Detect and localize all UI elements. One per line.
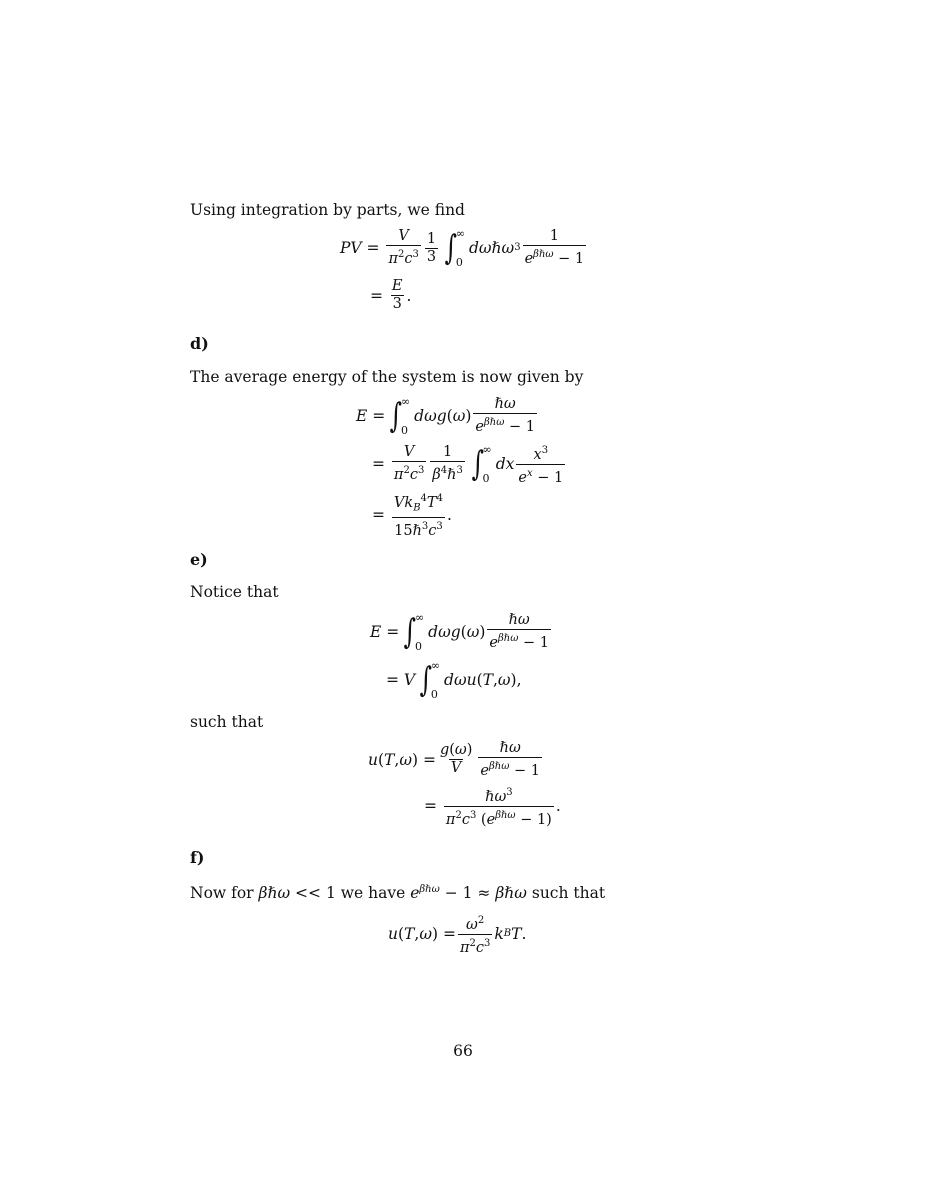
rayleigh-jeans-equation: u ( T , ω ) = $\frac{\omega^2}{\pi^2c^3}$ k B T .	[388, 915, 527, 956]
section-f-heading: f)	[190, 848, 205, 867]
intro-paragraph: Using integration by parts, we find	[190, 201, 465, 219]
section-d-heading: d)	[190, 334, 209, 353]
u-definition-equation: u ( T , ω ) = $\frac{g(\omega)}{V}$ $\frac{\text{ℏω}}{e^{\beta\hbar\omega} - 1}$ = $\frac{\hbar\omega^3}{\pi^2c^3 (e^{\beta\hbar\omega} - 1)}$ .	[368, 740, 561, 828]
section-e-paragraph-1: Notice that	[190, 583, 279, 601]
section-d-paragraph: The average energy of the system is now given by	[190, 368, 584, 386]
section-f-mid: we have	[340, 884, 406, 903]
section-e-heading: e)	[190, 550, 208, 569]
section-f-suffix: such that	[531, 884, 606, 903]
energy-density-equation: E = ∫ ∞ 0 dωg ( ω ) $\frac{\text{ℏω}}{e^{\beta\hbar\omega} - 1}$ = V ∫ ∞ 0 dωu ( T , ω ),	[370, 611, 549, 701]
section-e-paragraph-2: such that	[190, 713, 264, 731]
page-number: 66	[453, 1042, 473, 1060]
energy-equation: E = ∫ ∞ 0 dωg ( ω ) $\frac{\text{ℏω}}{e^{\beta\hbar\omega} - 1}$ = $\frac{V}{\pi^2c^3}$ $\frac{1}{\beta^4\hbar^3}$ ∫ ∞ 0 dx $\frac{x^3}{e^x - 1}$ = $\frac{Vk_B^4T^4}{15\hbar^3c^3}$ .	[356, 395, 564, 539]
section-f-prefix: Now for	[190, 884, 254, 903]
pv-equation: PV = $\frac{V}{\pi^2c^3}$ $\frac{1}{3}$ ∫ ∞ 0 dωℏω 3 $\frac{1}{e^{\beta\hbar\omega} - 1}$ = $\frac{E}{3}$ .	[340, 227, 585, 312]
section-f-paragraph: Now for βℏω << 1 we have $e^{\beta\hbar\omega} - 1$ ≈ βℏω such that	[190, 884, 606, 903]
